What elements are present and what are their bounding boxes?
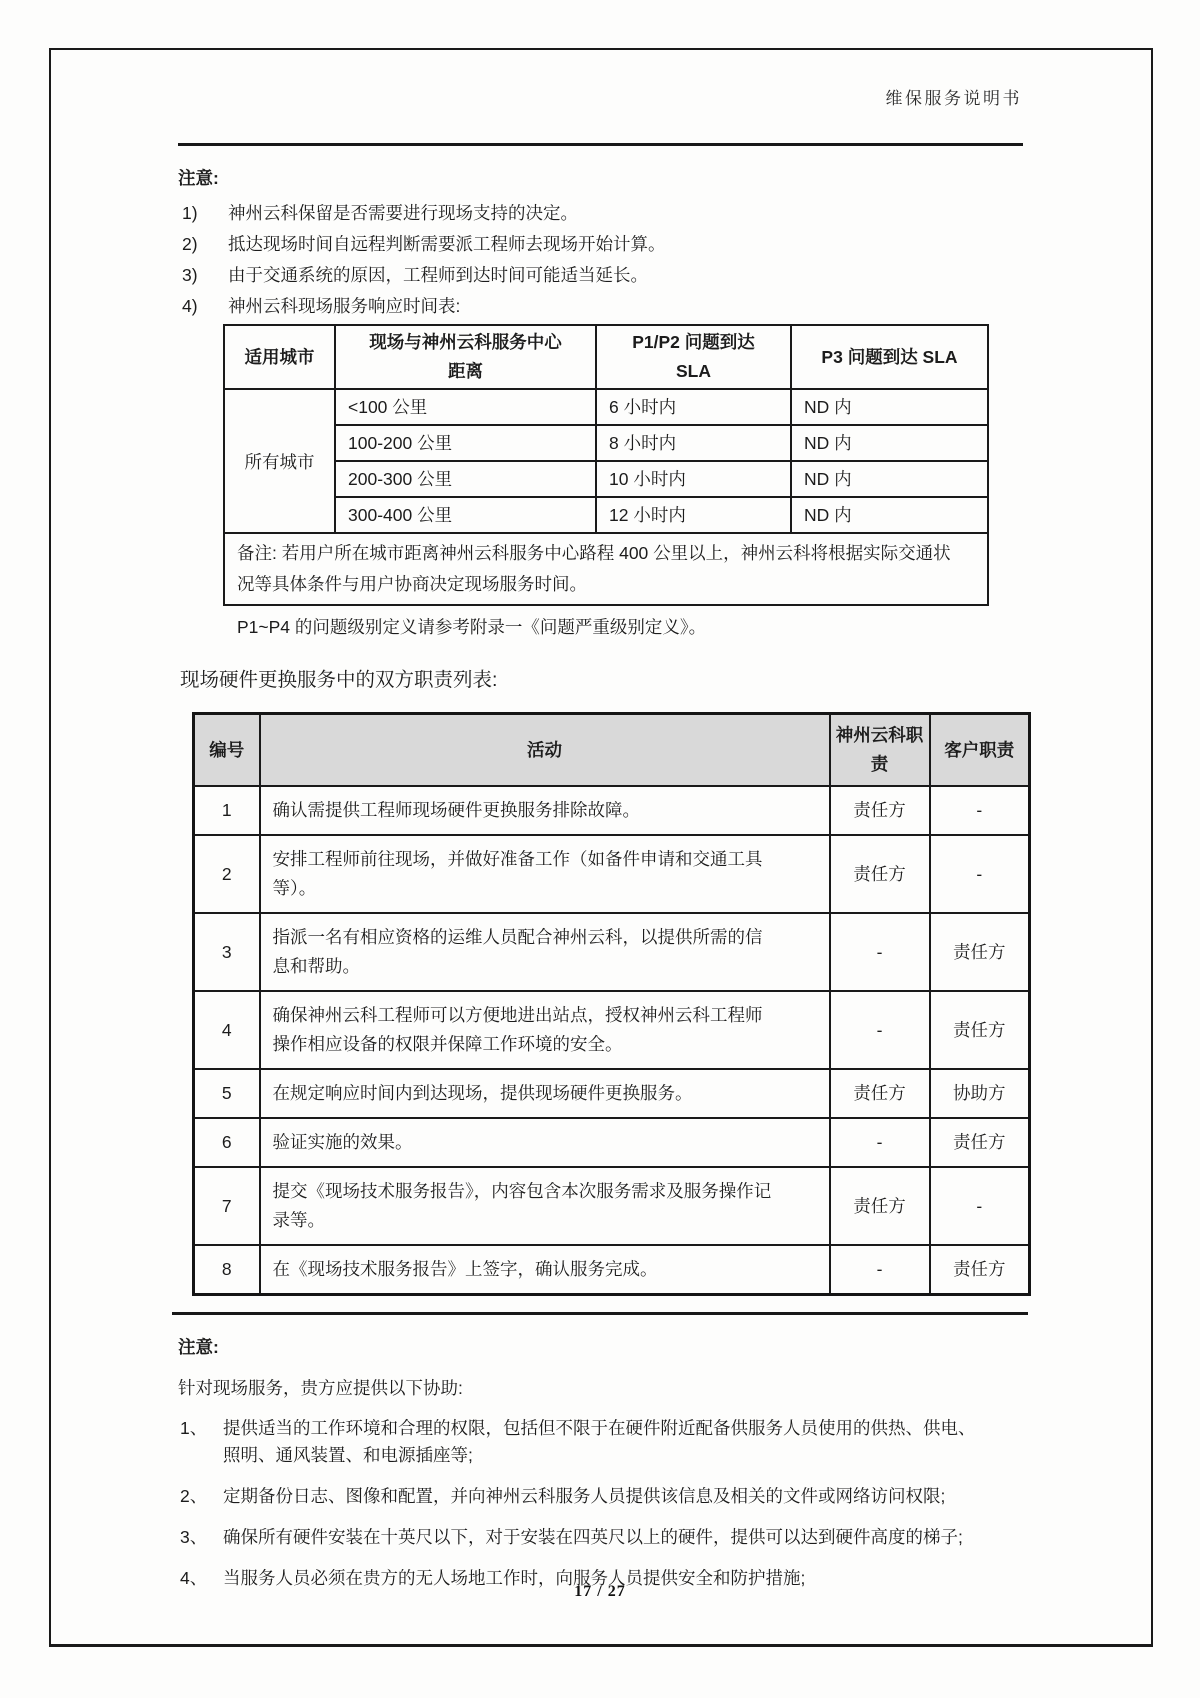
p1p2-sla-header-cell (596, 325, 791, 389)
responsibility-row (194, 913, 1030, 991)
notice-item-2 (178, 229, 1023, 260)
distance-cell: 100-200 公里 (335, 425, 596, 461)
activity-cell (260, 1245, 830, 1295)
assist-item-1 (178, 1415, 990, 1469)
activity-text: 在《现场技术服务报告》上签字，确认服务完成。 (272, 1259, 658, 1279)
response-table-row (224, 497, 988, 533)
customer-duty-cell: - (930, 835, 1030, 913)
table-note-cell (224, 533, 988, 605)
activity-header-cell: 活动 (260, 714, 830, 787)
p3-sla-header-cell: P3 问题到达 SLA (791, 325, 988, 389)
responsibility-row (194, 1167, 1030, 1245)
assist-intro: 针对现场服务，贵方应提供以下协助: (178, 1378, 463, 1398)
number-header-cell: 编号 (194, 714, 260, 787)
page-content (178, 143, 1023, 1592)
activity-text: 确认需提供工程师现场硬件更换服务排除故障。 (272, 800, 640, 820)
notice-item-3 (178, 260, 1023, 291)
activity-text: 在规定响应时间内到达现场，提供现场硬件更换服务。 (272, 1083, 693, 1103)
activity-text: 安排工程师前往现场，并做好准备工作（如备件申请和交通工具等）。 (272, 849, 763, 898)
response-table-header-row (224, 325, 988, 389)
yunke-duty-cell: 责任方 (830, 786, 930, 835)
yunke-duty-header-cell: 神州云科职责 (830, 714, 930, 787)
yunke-duty-cell: 责任方 (830, 1069, 930, 1118)
responsibility-row (194, 991, 1030, 1069)
yunke-duty-cell: - (830, 991, 930, 1069)
list-marker: 4) (182, 296, 198, 316)
response-time-table (223, 324, 989, 606)
responsibility-row (194, 1069, 1030, 1118)
p3-sla-cell: ND 内 (791, 425, 988, 461)
response-table-row (224, 461, 988, 497)
customer-duty-cell: - (930, 1167, 1030, 1245)
responsibility-row (194, 1245, 1030, 1295)
p3-sla-cell: ND 内 (791, 497, 988, 533)
activity-cell (260, 913, 830, 991)
customer-duty-cell: 责任方 (930, 991, 1030, 1069)
assist-item-text: 提供适当的工作环境和合理的权限，包括但不限于在硬件附近配备供服务人员使用的供热、供电、照明、通风装置、和电源插座等; (223, 1418, 976, 1465)
yunke-duty-cell: - (830, 1245, 930, 1295)
document-header-title: 维保服务说明书 (885, 89, 1022, 108)
distance-cell: 300-400 公里 (335, 497, 596, 533)
table-note-text: 备注: 若用户所在城市距离神州云科服务中心路程 400 公里以上，神州云科将根据实际交通状况等具体条件与用户协商决定现场服务时间。 (237, 543, 951, 594)
row-number-cell: 1 (194, 786, 260, 835)
distance-cell: 200-300 公里 (335, 461, 596, 497)
p1p2-sla-cell: 10 小时内 (596, 461, 791, 497)
notice-item-4 (178, 291, 1023, 322)
customer-duty-cell: 责任方 (930, 1245, 1030, 1295)
customer-duty-cell: 协助方 (930, 1069, 1030, 1118)
city-value-cell: 所有城市 (224, 389, 335, 533)
yunke-duty-cell: 责任方 (830, 835, 930, 913)
activity-text: 确保神州云科工程师可以方便地进出站点，授权神州云科工程师操作相应设备的权限并保障工作环境的安全。 (272, 1005, 763, 1054)
row-number-cell: 5 (194, 1069, 260, 1118)
p1p2-header-line1: P1/P2 问题到达 (632, 332, 755, 352)
p1p2-header-line2: SLA (676, 361, 711, 381)
notice-top-list (178, 198, 1023, 322)
notice-top-label: 注意: (178, 168, 219, 188)
activity-text: 验证实施的效果。 (272, 1132, 413, 1152)
distance-header-line1: 现场与神州云科服务中心 (369, 332, 562, 352)
responsibility-header-row (194, 714, 1030, 787)
applicable-city-header-cell: 适用城市 (224, 325, 335, 389)
response-table-row (224, 425, 988, 461)
p3-sla-cell: ND 内 (791, 389, 988, 425)
section-title: 现场硬件更换服务中的双方职责列表: (180, 669, 498, 691)
response-table-note-row (224, 533, 988, 605)
row-number-cell: 8 (194, 1245, 260, 1295)
yunke-duty-cell: 责任方 (830, 1167, 930, 1245)
list-marker: 1) (182, 203, 198, 223)
notice-bottom-label: 注意: (178, 1337, 219, 1357)
list-marker: 1、 (180, 1418, 208, 1438)
list-marker: 3、 (180, 1527, 208, 1547)
notice-item-text: 抵达现场时间自远程判断需要派工程师去现场开始计算。 (228, 234, 666, 254)
list-marker: 2) (182, 234, 198, 254)
activity-cell (260, 835, 830, 913)
activity-cell (260, 1069, 830, 1118)
responsibility-table (192, 712, 1031, 1296)
list-marker: 3) (182, 265, 198, 285)
p1p2-sla-cell: 8 小时内 (596, 425, 791, 461)
list-marker: 2、 (180, 1486, 208, 1506)
customer-duty-cell: 责任方 (930, 913, 1030, 991)
assist-item-text: 当服务人员必须在贵方的无人场地工作时，向服务人员提供安全和防护措施; (223, 1568, 806, 1588)
notice-item-text: 神州云科现场服务响应时间表: (228, 296, 461, 316)
activity-cell (260, 786, 830, 835)
responsibility-row (194, 1118, 1030, 1167)
notice-item-text: 神州云科保留是否需要进行现场支持的决定。 (228, 203, 578, 223)
activity-cell (260, 991, 830, 1069)
page-number: 17 / 27 (574, 1583, 626, 1600)
assist-list (178, 1415, 1023, 1592)
assist-item-2 (178, 1483, 990, 1510)
p1p2-sla-cell: 6 小时内 (596, 389, 791, 425)
response-table-row (224, 389, 988, 425)
customer-duty-cell: 责任方 (930, 1118, 1030, 1167)
yunke-duty-cell: - (830, 913, 930, 991)
activity-text: 提交《现场技术服务报告》，内容包含本次服务需求及服务操作记录等。 (272, 1181, 772, 1230)
activity-cell (260, 1118, 830, 1167)
row-number-cell: 3 (194, 913, 260, 991)
assist-item-text: 确保所有硬件安装在十英尺以下，对于安装在四英尺以上的硬件，提供可以达到硬件高度的梯子; (223, 1527, 963, 1547)
header-divider-rule (178, 143, 1023, 146)
list-marker: 4、 (180, 1568, 208, 1588)
customer-duty-cell: - (930, 786, 1030, 835)
notice-item-text: 由于交通系统的原因，工程师到达时间可能适当延长。 (228, 265, 648, 285)
distance-cell: <100 公里 (335, 389, 596, 425)
row-number-cell: 4 (194, 991, 260, 1069)
row-number-cell: 2 (194, 835, 260, 913)
p1p2-sla-cell: 12 小时内 (596, 497, 791, 533)
distance-header-line2: 距离 (448, 361, 483, 381)
row-number-cell: 7 (194, 1167, 260, 1245)
responsibility-row (194, 786, 1030, 835)
notice-item-1 (178, 198, 1023, 229)
assist-item-3 (178, 1524, 990, 1551)
row-number-cell: 6 (194, 1118, 260, 1167)
activity-cell (260, 1167, 830, 1245)
assist-item-text: 定期备份日志、图像和配置，并向神州云科服务人员提供该信息及相关的文件或网络访问权限; (223, 1486, 946, 1506)
p3-sla-cell: ND 内 (791, 461, 988, 497)
customer-duty-header-cell: 客户职责 (930, 714, 1030, 787)
p1p4-definition-note: P1~P4 的问题级别定义请参考附录一《问题严重级别定义》。 (237, 617, 707, 637)
bottom-divider-rule (172, 1312, 1028, 1315)
distance-header-cell (335, 325, 596, 389)
activity-text: 指派一名有相应资格的运维人员配合神州云科，以提供所需的信息和帮助。 (272, 927, 763, 976)
responsibility-row (194, 835, 1030, 913)
yunke-duty-cell: - (830, 1118, 930, 1167)
